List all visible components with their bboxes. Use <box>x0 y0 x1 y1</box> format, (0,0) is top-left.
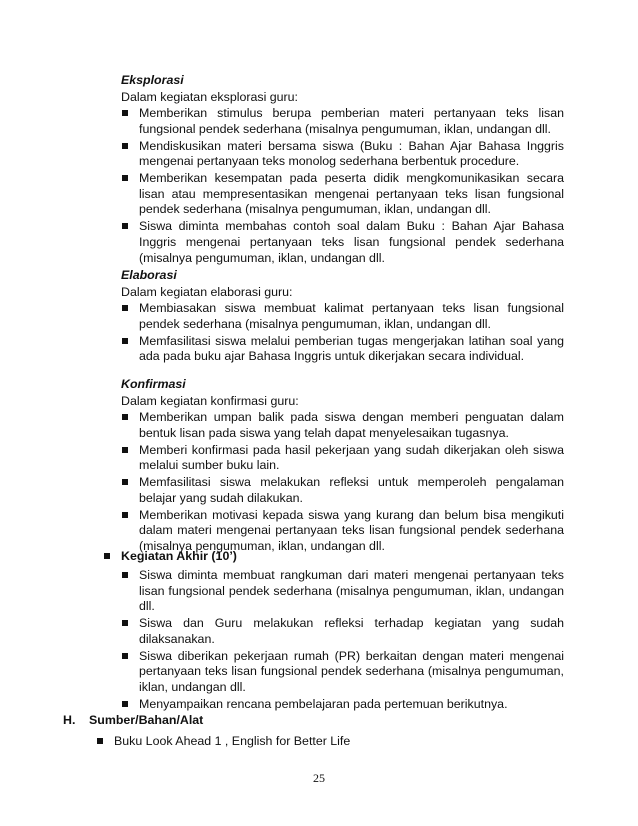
list-item: Menyampaikan rencana pembelajaran pada pertemuan berikutnya. <box>121 697 564 713</box>
list-item: Memfasilitasi siswa melakukan refleksi untuk memperoleh pengalaman belajar yang sudah dilakukan. <box>121 475 564 506</box>
list-item: Siswa diberikan pekerjaan rumah (PR) berkaitan dengan materi mengenai pertanyaan teks lisan fungsional pendek sederhana (misalnya pengumuman, iklan, undangan dll. <box>121 649 564 696</box>
list-item: Memfasilitasi siswa melalui pemberian tugas mengerjakan latihan soal yang ada pada buku ajar Bahasa Inggris untuk dikerjakan secara individual. <box>121 334 564 365</box>
konfirmasi-title: Konfirmasi <box>121 377 186 391</box>
section-h-title: Sumber/Bahan/Alat <box>89 713 204 727</box>
square-bullet-icon <box>122 512 128 518</box>
square-bullet-icon <box>122 572 128 578</box>
elaborasi-intro: Dalam kegiatan elaborasi guru: <box>121 285 293 299</box>
eksplorasi-list <box>121 106 564 266</box>
square-bullet-icon <box>122 701 128 707</box>
square-bullet-icon <box>122 338 128 344</box>
kegiatan-akhir-title: Kegiatan Akhir (10’) <box>121 549 237 563</box>
elaborasi-list <box>121 301 564 365</box>
konfirmasi-section <box>121 376 564 556</box>
list-item: Memberikan kesempatan pada peserta didik mengkomunikasikan secara lisan atau mempresentasikan mengenai pertanyaan teks lisan fungsional pendek sederhana (misalnya pengumuman, iklan, undangan dll. <box>121 171 564 218</box>
square-bullet-icon <box>122 479 128 485</box>
konfirmasi-list <box>121 410 564 555</box>
kegiatan-akhir-section <box>102 548 564 714</box>
section-h-letter: H. <box>63 713 76 727</box>
square-bullet-icon <box>122 223 128 229</box>
kegiatan-akhir-list <box>121 568 564 713</box>
list-item: Siswa dan Guru melakukan refleksi terhadap kegiatan yang sudah dilaksanakan. <box>121 616 564 647</box>
list-item: Siswa diminta membahas contoh soal dalam Buku : Bahan Ajar Bahasa Inggris mengenai pertanyaan teks lisan fungsional pendek sederhana (misalnya pengumuman, iklan, undangan dll. <box>121 219 564 266</box>
kegiatan-akhir-heading <box>102 548 564 565</box>
square-bullet-icon <box>122 447 128 453</box>
square-bullet-icon <box>122 653 128 659</box>
list-item: Mendiskusikan materi bersama siswa (Buku : Bahan Ajar Bahasa Inggris mengenai pertanyaan teks monolog sederhana berbentuk procedure. <box>121 139 564 170</box>
elaborasi-section <box>121 267 564 366</box>
page-number: 25 <box>313 771 325 785</box>
konfirmasi-intro: Dalam kegiatan konfirmasi guru: <box>121 394 299 408</box>
square-bullet-icon <box>122 414 128 420</box>
eksplorasi-intro: Dalam kegiatan eksplorasi guru: <box>121 90 299 104</box>
square-bullet-icon <box>104 553 110 559</box>
elaborasi-title: Elaborasi <box>121 268 177 282</box>
list-item: Memberi konfirmasi pada hasil pekerjaan yang sudah dikerjakan oleh siswa melalui sumber buku lain. <box>121 443 564 474</box>
list-item: Membiasakan siswa membuat kalimat pertanyaan teks lisan fungsional pendek sederhana (misalnya pengumuman, iklan, undangan dll. <box>121 301 564 332</box>
list-item: Memberikan stimulus berupa pemberian materi pertanyaan teks lisan fungsional pendek sederhana (misalnya pengumuman, iklan, undangan dll. <box>121 106 564 137</box>
square-bullet-icon <box>122 305 128 311</box>
square-bullet-icon <box>97 738 103 744</box>
square-bullet-icon <box>122 620 128 626</box>
list-item: Memberikan umpan balik pada siswa dengan memberi penguatan dalam bentuk lisan pada siswa yang telah dapat menyelesaikan tugasnya. <box>121 410 564 441</box>
source-item: Buku Look Ahead 1 , English for Better Life <box>114 734 351 748</box>
section-h-heading <box>63 712 203 729</box>
list-item: Memberikan motivasi kepada siswa yang kurang dan belum bisa mengikuti dalam materi mengenai pertanyaan teks lisan fungsional pendek sederhana (misalnya pengumuman, iklan, undangan dll. <box>121 508 564 555</box>
eksplorasi-section <box>121 72 564 268</box>
square-bullet-icon <box>122 110 128 116</box>
eksplorasi-title: Eksplorasi <box>121 73 184 87</box>
list-item <box>96 733 350 750</box>
list-item: Siswa diminta membuat rangkuman dari materi mengenai pertanyaan teks lisan fungsional pendek sederhana (misalnya pengumuman, iklan, undangan dll. <box>121 568 564 615</box>
square-bullet-icon <box>122 143 128 149</box>
square-bullet-icon <box>122 175 128 181</box>
